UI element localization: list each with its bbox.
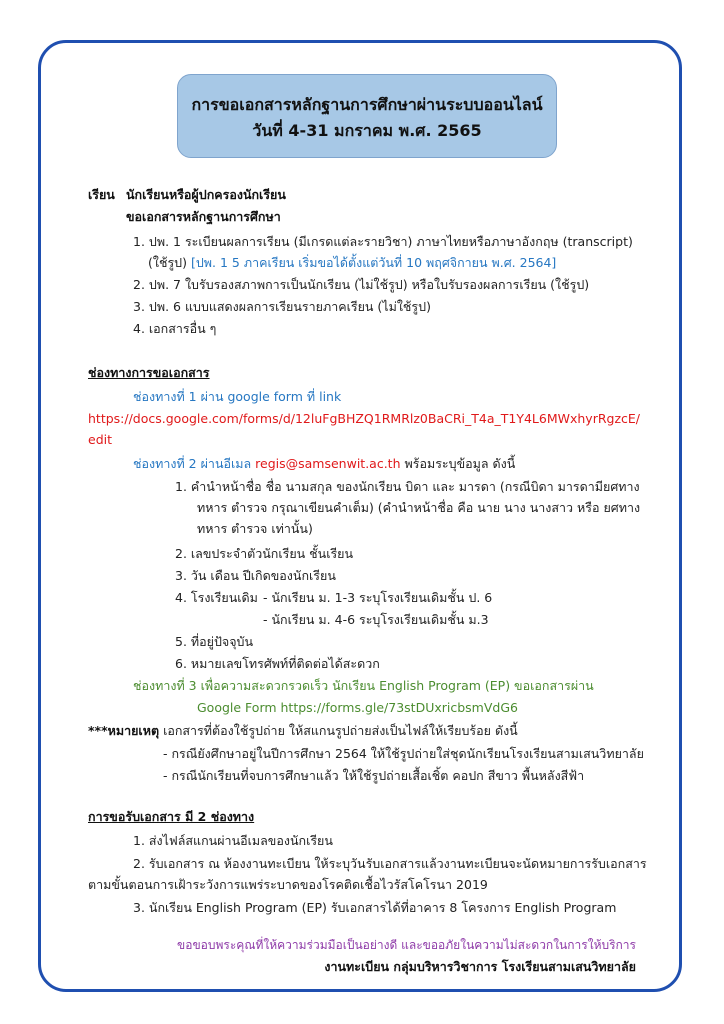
note-label: ***หมายเหตุ (88, 723, 160, 738)
channel-3-url[interactable]: Google Form https://forms.gle/73stDUxricbsmVdG6 (197, 700, 518, 715)
channels-heading: ช่องทางการขอเอกสาร (88, 365, 210, 380)
receive-item-2-cont: ตามขั้นตอนการเฝ้าระวังการแพร่ระบาดของโรคติดเชื้อไวรัสโคโรนา 2019 (88, 877, 488, 892)
receive-item-1: 1. ส่งไฟล์สแกนผ่านอีเมลของนักเรียน (133, 833, 333, 848)
channel-2-suffix: พร้อมระบุข้อมูล ดังนี้ (404, 456, 516, 471)
receive-heading: การขอรับเอกสาร มี 2 ช่องทาง (88, 809, 255, 824)
info-item-3: 3. วัน เดือน ปีเกิดของนักเรียน (175, 568, 336, 583)
info-item-4b: - นักเรียน ม. 4-6 ระบุโรงเรียนเดิมชั้น ม.3 (263, 612, 489, 627)
receive-item-2: 2. รับเอกสาร ณ ห้องงานทะเบียน ให้ระบุวันรับเอกสารแล้วงานทะเบียนจะนัดหมายการรับเอกสาร (133, 856, 647, 871)
document-item-2: 2. ปพ. 7 ใบรับรองสภาพการเป็นนักเรียน (ไม่ใช้รูป) หรือใบรับรองผลการเรียน (ใช้รูป) (133, 277, 590, 292)
channel-1-label: ช่องทางที่ 1 ผ่าน google form ที่ link (133, 389, 342, 404)
info-item-1: 1. คำนำหน้าชื่อ ชื่อ นามสกุล ของนักเรียน บิดา และ มารดา (กรณีบิดา มารดามียศทาง (175, 479, 640, 494)
channel-1-url[interactable]: https://docs.google.com/forms/d/12luFgBHZQ1RMRlz0BaCRi_T4a_T1Y4L6MWxhyrRgzcE/ (88, 411, 640, 426)
info-item-2: 2. เลขประจำตัวนักเรียน ชั้นเรียน (175, 546, 354, 561)
receive-item-3: 3. นักเรียน English Program (EP) รับเอกสารได้ที่อาคาร 8 โครงการ English Program (133, 900, 617, 915)
info-item-1-cont2: ทหาร ตำรวจ เท่านั้น) (197, 521, 313, 536)
note-case-1: - กรณียังศึกษาอยู่ในปีการศึกษา 2564 ให้ใช้รูปถ่ายใส่ชุดนักเรียนโรงเรียนสามเสนวิทยาลัย (163, 746, 644, 761)
page-date: วันที่ 4-31 มกราคม พ.ศ. 2565 (252, 121, 482, 140)
document-item-1-cont: (ใช้รูป) (148, 255, 187, 270)
channel-2-email[interactable]: regis@samsenwit.ac.th (255, 456, 401, 471)
document-item-1: 1. ปพ. 1 ระเบียนผลการเรียน (มีเกรดแต่ละรายวิชา) ภาษาไทยหรือภาษาอังกฤษ (transcript) (133, 234, 633, 249)
channel-1-url-cont[interactable]: edit (88, 432, 112, 447)
footer-office: งานทะเบียน กลุ่มบริหารวิชาการ โรงเรียนสามเสนวิทยาลัย (324, 959, 636, 974)
channel-3-label: ช่องทางที่ 3 เพื่อความสะดวกรวดเร็ว นักเรียน English Program (EP) ขอเอกสารผ่าน (133, 678, 594, 693)
document-item-1-note: [ปพ. 1 5 ภาคเรียน เริ่มขอได้ตั้งแต่วันที่ 10 พฤศจิกายน พ.ศ. 2564] (190, 255, 557, 270)
document-item-3: 3. ปพ. 6 แบบแสดงผลการเรียนรายภาคเรียน (ไม่ใช้รูป) (133, 299, 431, 314)
note-text: เอกสารที่ต้องใช้รูปถ่าย ให้สแกนรูปถ่ายส่งเป็นไฟล์ให้เรียบร้อย ดังนี้ (163, 723, 518, 738)
note-case-2: - กรณีนักเรียนที่จบการศึกษาแล้ว ให้ใช้รูปถ่ายเสื้อเชิ้ต คอปก สีขาว พื้นหลังสีฟ้า (163, 768, 585, 783)
page-title: การขอเอกสารหลักฐานการศึกษาผ่านระบบออนไลน์ (191, 95, 543, 114)
info-item-4-label: 4. โรงเรียนเดิม (175, 590, 258, 605)
info-item-1-cont: ทหาร ตำรวจ กรุณาเขียนคำเต็ม) (คำนำหน้าชื่อ คือ นาย นาง นางสาว หรือ ยศทาง (197, 500, 641, 515)
title-box (177, 74, 557, 158)
salutation-label: เรียน (88, 187, 115, 202)
channel-2-label: ช่องทางที่ 2 ผ่านอีเมล (133, 456, 252, 471)
info-item-6: 6. หมายเลขโทรศัพท์ที่ติดต่อได้สะดวก (175, 656, 380, 671)
document-item-4: 4. เอกสารอื่น ๆ (133, 321, 217, 336)
subject-heading: ขอเอกสารหลักฐานการศึกษา (126, 209, 281, 224)
footer-thanks: ขอขอบพระคุณที่ให้ความร่วมมือเป็นอย่างดี และขออภัยในความไม่สะดวกในการให้บริการ (177, 938, 636, 952)
info-item-5: 5. ที่อยู่ปัจจุบัน (175, 634, 254, 649)
salutation-recipient: นักเรียนหรือผู้ปกครองนักเรียน (126, 187, 286, 202)
info-item-4a: - นักเรียน ม. 1-3 ระบุโรงเรียนเดิมชั้น ป. 6 (263, 590, 493, 605)
